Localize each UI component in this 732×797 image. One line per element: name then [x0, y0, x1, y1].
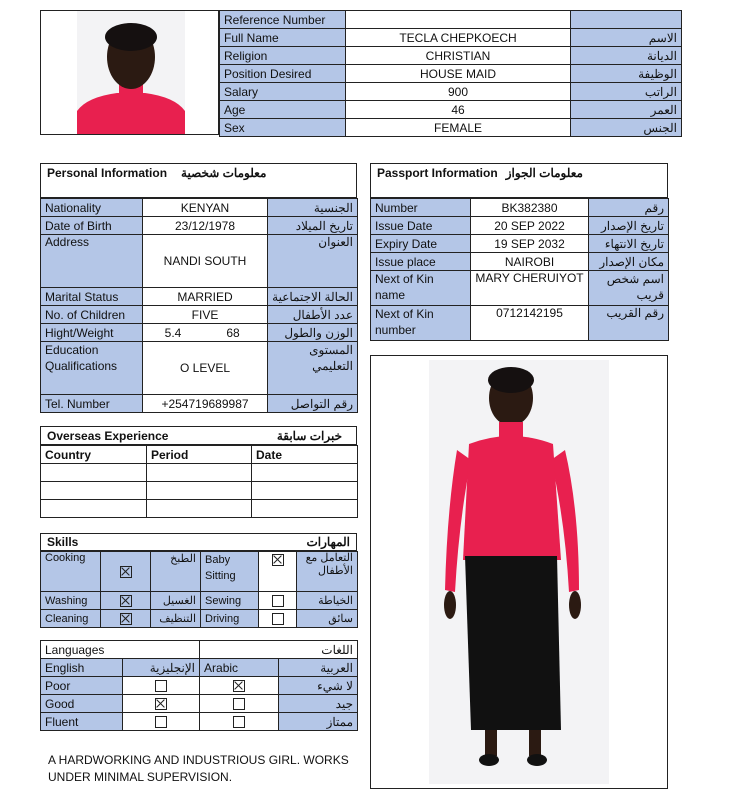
dob-label: Date of Birth [41, 217, 143, 235]
address-label: Address [41, 235, 143, 288]
header-table [219, 10, 682, 137]
education-label: Education Qualifications [41, 342, 143, 395]
arabic-label: Arabic [200, 659, 279, 677]
table-row [371, 253, 669, 271]
issue-date-label: Issue Date [371, 217, 471, 235]
passport-number-label: Number [371, 199, 471, 217]
kin-number-label: Next of Kin number [371, 306, 471, 341]
header-row [220, 83, 682, 101]
table-cell [252, 464, 358, 482]
sex-label-ar: الجنس [571, 119, 682, 137]
sex-label: Sex [220, 119, 346, 137]
salary-value: 900 [346, 83, 571, 101]
arabic-fluent-check [200, 713, 279, 731]
education-label-ar: المستوى التعليمي [268, 342, 358, 395]
languages-title: Languages [41, 641, 200, 659]
level-poor-label: Poor [41, 677, 123, 695]
children-label: No. of Children [41, 306, 143, 324]
passport-info-title: Passport Information [377, 166, 498, 180]
skills-title: Skills [47, 535, 79, 549]
skill-cleaning-label-ar: التنظيف [151, 610, 201, 628]
skill-cooking-label-ar: الطبخ [151, 552, 201, 592]
issue-place-label-ar: مكان الإصدار [589, 253, 669, 271]
header-row [220, 119, 682, 137]
country-header: Country [41, 446, 147, 464]
unchecked-box-icon [272, 613, 284, 625]
religion-value: CHRISTIAN [346, 47, 571, 65]
date-header: Date [252, 446, 358, 464]
table-cell [252, 500, 358, 518]
table-row [41, 464, 358, 482]
table-cell [41, 464, 147, 482]
table-row [41, 695, 358, 713]
religion-label-ar: الديانة [571, 47, 682, 65]
weight-value: 68 [226, 325, 240, 340]
kin-name-label: Next of Kin name [371, 271, 471, 306]
passport-number-value: BK382380 [471, 199, 589, 217]
english-label-ar: الإنجليزية [123, 659, 200, 677]
reference-number-label-ar [571, 11, 682, 29]
issue-place-label: Issue place [371, 253, 471, 271]
issue-place-value: NAIROBI [471, 253, 589, 271]
skill-cooking-check [101, 552, 151, 592]
passport-info-header [370, 163, 668, 198]
kin-name-value: MARY CHERUIYOT [471, 271, 589, 306]
arabic-good-check [200, 695, 279, 713]
table-row [41, 610, 358, 628]
table-cell [147, 500, 252, 518]
salary-label: Salary [220, 83, 346, 101]
skill-driving-label-ar: سائق [297, 610, 358, 628]
table-row [41, 659, 358, 677]
marital-value: MARRIED [143, 288, 268, 306]
nationality-value: KENYAN [143, 199, 268, 217]
reference-number-label: Reference Number [220, 11, 346, 29]
portrait-photo-illustration [77, 11, 185, 134]
skill-baby-sitting-check [259, 552, 297, 592]
passport-number-label-ar: رقم [589, 199, 669, 217]
personal-info-table [40, 198, 358, 413]
level-fluent-label: Fluent [41, 713, 123, 731]
overseas-header [40, 426, 357, 445]
languages-table [40, 640, 358, 731]
position-value: HOUSE MAID [346, 65, 571, 83]
personal-info-header [40, 163, 357, 198]
portrait-photo-frame [40, 10, 219, 135]
checked-box-icon [233, 680, 245, 692]
table-row [41, 217, 358, 235]
portrait-photo [77, 11, 185, 134]
overseas-title-ar: خبرات سابقة [276, 429, 342, 443]
skill-baby-sitting-label-ar: التعامل مع الأطفال [297, 552, 358, 592]
table-cell [41, 500, 147, 518]
overseas-table [40, 445, 358, 518]
overseas-title: Overseas Experience [47, 429, 169, 443]
table-row [41, 324, 358, 342]
checked-box-icon [272, 554, 284, 566]
table-row [41, 677, 358, 695]
table-cell [147, 482, 252, 500]
skill-driving-label: Driving [201, 610, 259, 628]
checked-box-icon [120, 613, 132, 625]
salary-label-ar: الراتب [571, 83, 682, 101]
table-cell [41, 482, 147, 500]
header-row [220, 11, 682, 29]
checked-box-icon [120, 595, 132, 607]
skill-washing-check [101, 592, 151, 610]
children-value: FIVE [143, 306, 268, 324]
issue-date-label-ar: تاريخ الإصدار [589, 217, 669, 235]
tel-value: +254719689987 [143, 395, 268, 413]
kin-number-label-ar: رقم القريب [589, 306, 669, 341]
address-value: NANDI SOUTH [143, 235, 268, 288]
education-value: O LEVEL [143, 342, 268, 395]
kin-number-value: 0712142195 [471, 306, 589, 341]
arabic-poor-check [200, 677, 279, 695]
skill-cleaning-check [101, 610, 151, 628]
height-weight-value [143, 324, 268, 342]
header-row [220, 47, 682, 65]
checked-box-icon [120, 566, 132, 578]
full-body-illustration [429, 360, 609, 784]
table-cell [147, 464, 252, 482]
skills-header [40, 533, 357, 551]
age-label: Age [220, 101, 346, 119]
table-row [371, 199, 669, 217]
header-row [220, 65, 682, 83]
unchecked-box-icon [233, 698, 245, 710]
level-good-label-ar: جيد [279, 695, 358, 713]
height-weight-label: Hight/Weight [41, 324, 143, 342]
marital-label: Marital Status [41, 288, 143, 306]
unchecked-box-icon [272, 595, 284, 607]
table-row [41, 641, 358, 659]
table-row [41, 199, 358, 217]
skill-driving-check [259, 610, 297, 628]
nationality-label-ar: الجنسية [268, 199, 358, 217]
passport-info-table [370, 198, 669, 341]
skill-cooking-label: Cooking [41, 552, 101, 592]
height-value: 5.4 [164, 325, 182, 340]
table-cell [252, 482, 358, 500]
position-label: Position Desired [220, 65, 346, 83]
skill-cleaning-label: Cleaning [41, 610, 101, 628]
period-header: Period [147, 446, 252, 464]
table-row [41, 342, 358, 395]
level-good-label: Good [41, 695, 123, 713]
arabic-label-ar: العربية [279, 659, 358, 677]
table-row [41, 235, 358, 288]
skills-table [40, 551, 358, 628]
table-row [41, 552, 358, 592]
age-label-ar: العمر [571, 101, 682, 119]
height-weight-label-ar: الوزن والطول [268, 324, 358, 342]
skill-sewing-label-ar: الخياطة [297, 592, 358, 610]
tel-label-ar: رقم التواصل [268, 395, 358, 413]
table-row [41, 713, 358, 731]
skills-title-ar: المهارات [306, 535, 350, 549]
address-label-ar: العنوان [268, 235, 358, 288]
unchecked-box-icon [233, 716, 245, 728]
unchecked-box-icon [155, 716, 167, 728]
religion-label: Religion [220, 47, 346, 65]
dob-label-ar: تاريخ الميلاد [268, 217, 358, 235]
table-row [371, 217, 669, 235]
level-poor-label-ar: لا شيء [279, 677, 358, 695]
header-row [220, 101, 682, 119]
table-row [41, 500, 358, 518]
remarks-text: A HARDWORKING AND INDUSTRIOUS GIRL. WORKS UNDER MINIMAL SUPERVISION. [48, 753, 349, 784]
nationality-label: Nationality [41, 199, 143, 217]
table-row [371, 235, 669, 253]
full-body-photo [429, 360, 609, 784]
kin-name-label-ar: اسم شخص قريب [589, 271, 669, 306]
header-row [220, 29, 682, 47]
position-label-ar: الوظيفة [571, 65, 682, 83]
full-body-photo-frame [370, 355, 668, 789]
reference-number-value [346, 11, 571, 29]
table-row [41, 288, 358, 306]
level-fluent-label-ar: ممتاز [279, 713, 358, 731]
tel-label: Tel. Number [41, 395, 143, 413]
marital-label-ar: الحالة الاجتماعية [268, 288, 358, 306]
table-row [41, 306, 358, 324]
dob-value: 23/12/1978 [143, 217, 268, 235]
english-good-check [123, 695, 200, 713]
english-fluent-check [123, 713, 200, 731]
expiry-date-label: Expiry Date [371, 235, 471, 253]
table-row [41, 592, 358, 610]
english-poor-check [123, 677, 200, 695]
skill-baby-sitting-label: Baby Sitting [201, 552, 259, 592]
sex-value: FEMALE [346, 119, 571, 137]
skill-sewing-label: Sewing [201, 592, 259, 610]
table-header-row [41, 446, 358, 464]
skill-washing-label: Washing [41, 592, 101, 610]
table-row [41, 395, 358, 413]
full-name-value: TECLA CHEPKOECH [346, 29, 571, 47]
personal-info-title-ar: معلومات شخصية [181, 166, 267, 180]
unchecked-box-icon [155, 680, 167, 692]
table-row [41, 482, 358, 500]
personal-info-title: Personal Information [47, 166, 168, 180]
english-label: English [41, 659, 123, 677]
passport-info-title-ar: معلومات الجواز [505, 166, 583, 180]
expiry-date-value: 19 SEP 2032 [471, 235, 589, 253]
full-name-label: Full Name [220, 29, 346, 47]
table-row [371, 306, 669, 341]
checked-box-icon [155, 698, 167, 710]
age-value: 46 [346, 101, 571, 119]
children-label-ar: عدد الأطفال [268, 306, 358, 324]
table-row [371, 271, 669, 306]
skill-washing-label-ar: الغسيل [151, 592, 201, 610]
issue-date-value: 20 SEP 2022 [471, 217, 589, 235]
skill-sewing-check [259, 592, 297, 610]
languages-title-ar: اللغات [200, 641, 358, 659]
full-name-label-ar: الاسم [571, 29, 682, 47]
expiry-date-label-ar: تاريخ الانتهاء [589, 235, 669, 253]
